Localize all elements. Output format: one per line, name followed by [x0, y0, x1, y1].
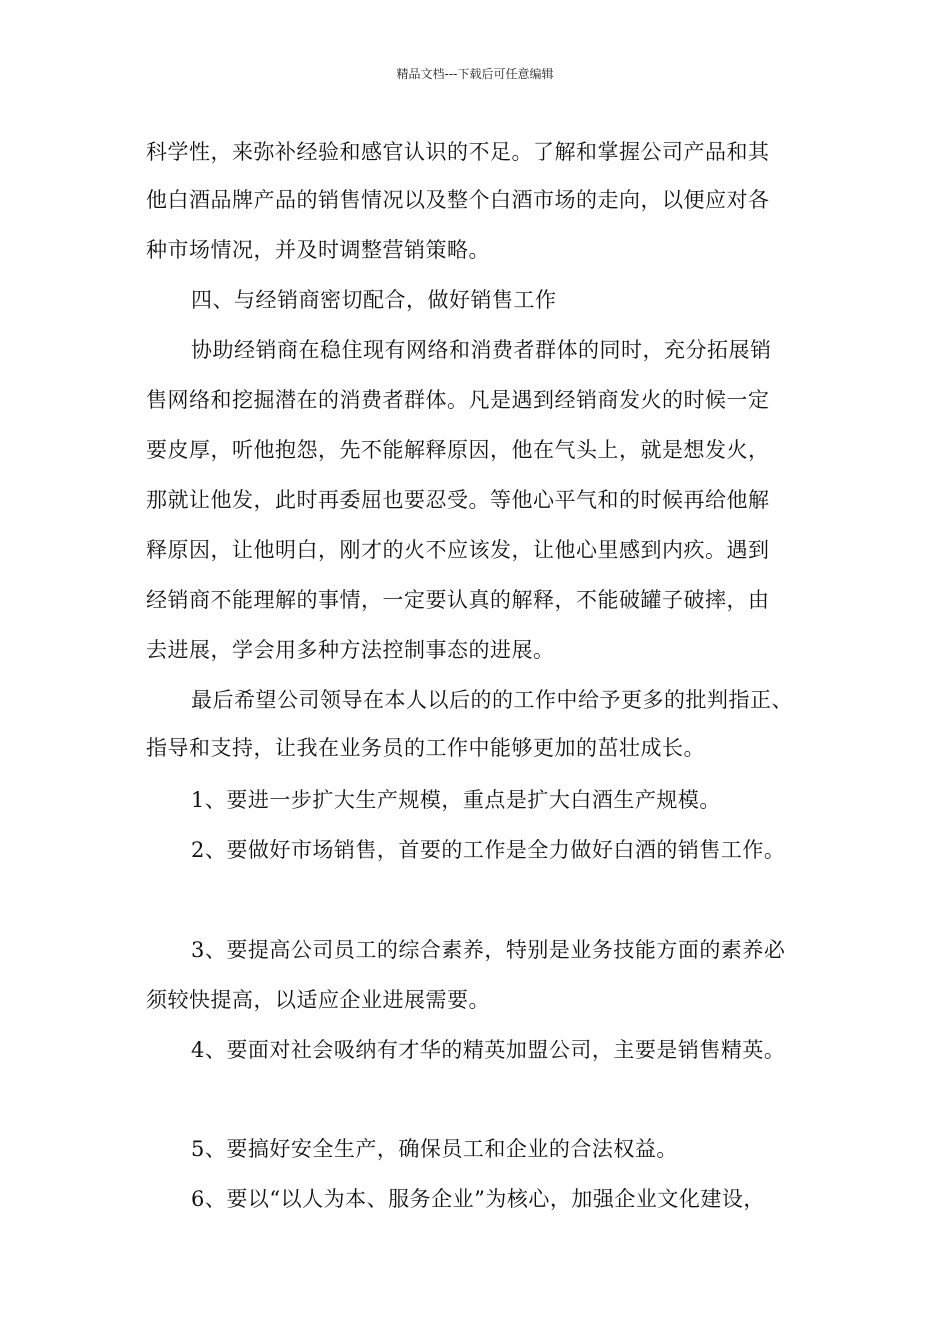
- text-line: 释原因，让他明白，刚才的火不应该发，让他心里感到内疚。遇到: [146, 538, 770, 562]
- list-item: 1、要进一步扩大生产规模，重点是扩大白酒生产规模。: [191, 788, 721, 812]
- text-line: 须较快提高，以适应企业进展需要。: [146, 988, 490, 1012]
- list-item: 6、要以“以人为本、服务企业”为核心，加强企业文化建设，: [191, 1187, 765, 1211]
- list-item: 3、要提高公司员工的综合素养，特别是业务技能方面的素养必: [191, 938, 786, 962]
- text-line: 去进展，学会用多种方法控制事态的进展。: [146, 638, 555, 662]
- list-item: 5、要搞好安全生产，确保员工和企业的合法权益。: [191, 1137, 678, 1161]
- text-line: 科学性，来弥补经验和感官认识的不足。了解和掌握公司产品和其: [146, 140, 770, 164]
- section-heading: 四、与经销商密切配合，做好销售工作: [191, 288, 557, 312]
- text-line: 要皮厚，听他抱怨，先不能解释原因，他在气头上，就是想发火，: [146, 438, 770, 462]
- text-line: 经销商不能理解的事情，一定要认真的解释，不能破罐子破摔，由: [146, 588, 770, 612]
- text-line: 售网络和挖掘潜在的消费者群体。凡是遇到经销商发火的时候一定: [146, 388, 770, 412]
- list-item: 2、要做好市场销售，首要的工作是全力做好白酒的销售工作。: [191, 838, 786, 862]
- text-line: 协助经销商在稳住现有网络和消费者群体的同时，充分拓展销: [191, 338, 772, 362]
- page-header: 精品文档---下载后可任意编辑: [396, 67, 554, 81]
- text-line: 他白酒品牌产品的销售情况以及整个白酒市场的走向，以便应对各: [146, 188, 770, 212]
- list-item: 4、要面对社会吸纳有才华的精英加盟公司，主要是销售精英。: [191, 1038, 786, 1062]
- text-line: 那就让他发，此时再委屈也要忍受。等他心平气和的时候再给他解: [146, 488, 770, 512]
- text-line: 种市场情况，并及时调整营销策略。: [146, 238, 490, 262]
- text-line: 指导和支持，让我在业务员的工作中能够更加的茁壮成长。: [146, 736, 705, 760]
- text-line: 最后希望公司领导在本人以后的的工作中给予更多的批判指正、: [191, 688, 793, 712]
